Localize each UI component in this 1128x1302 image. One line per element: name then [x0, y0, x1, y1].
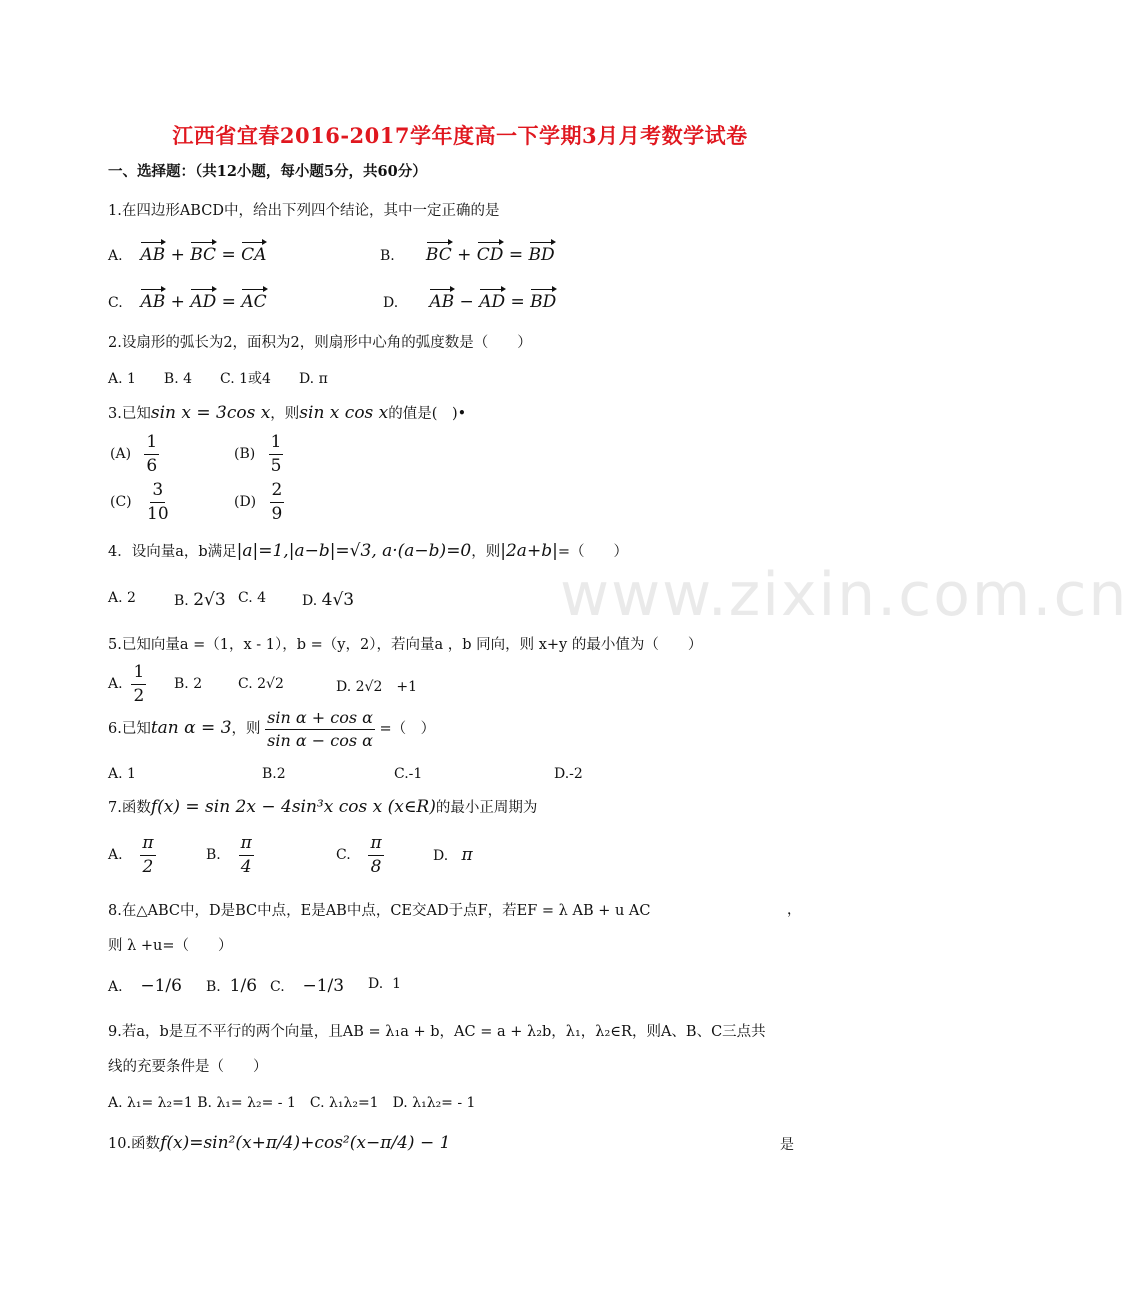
- q3-option-b: (B) $\frac{1}{5}$: [234, 432, 282, 476]
- q7-option-c: C. $\frac{\pi}{8}$: [336, 833, 382, 877]
- q7-option-a: A. $\frac{\pi}{2}$: [108, 833, 154, 877]
- section-heading: 一、选择题：（共12小题，每小题5分，共60分）: [108, 163, 427, 180]
- question-10-stem: 10.函数f(x)=sin²(x+π/4)+cos²(x−π/4) − 1: [108, 1133, 451, 1153]
- q3-option-d: (D) $\frac{2}{9}$: [234, 480, 283, 524]
- q3-option-a: (A) $\frac{1}{6}$: [110, 432, 158, 476]
- watermark: www.zixin.com.cn: [560, 560, 1128, 630]
- q1-option-c: C. AB + AD = AC: [108, 287, 267, 312]
- question-4-stem: 4．设向量a，b满足|a|=1,|a−b|=√3, a·(a−b)=0，则|2a+b|=（ ）: [108, 541, 628, 561]
- q4-option-b: B. 2√3: [174, 590, 226, 610]
- q9-options: A. λ₁= λ₂=1 B. λ₁= λ₂= - 1 C. λ₁λ₂=1 D. λ₁λ₂= - 1: [108, 1095, 476, 1111]
- q8-option-b: B. 1/6: [206, 976, 258, 996]
- q8-option-d: D. 1: [368, 976, 402, 992]
- q6-option-a: A. 1: [108, 766, 136, 782]
- q6-option-c: C.-1: [394, 766, 423, 782]
- q4-option-a: A. 2: [108, 590, 136, 606]
- q5-option-d: D. 2√2 +1: [336, 679, 417, 695]
- question-8-stem: 8.在△ABC中，D是BC中点，E是AB中点，CE交AD于点F，若EF = λ AB + u AC: [108, 903, 651, 919]
- q5-option-c: C. 2√2: [238, 676, 284, 692]
- q5-option-b: B. 2: [174, 676, 203, 692]
- q2-options: A. 1 B. 4 C. 1或4 D. π: [108, 371, 328, 387]
- question-8-line2: 则 λ +u=（ ）: [108, 938, 233, 954]
- q7-option-b: B. $\frac{\pi}{4}$: [206, 833, 252, 877]
- question-7-stem: 7.函数f(x) = sin 2x − 4sin³x cos x (x∈R)的最小正周期为: [108, 797, 538, 817]
- q3-option-c: (C) $\frac{3}{10}$: [110, 480, 169, 524]
- q6-option-d: D.-2: [554, 766, 583, 782]
- page-title: 江西省宜春2016-2017学年度高一下学期3月月考数学试卷: [172, 123, 748, 148]
- q4-option-c: C. 4: [238, 590, 267, 606]
- q1-option-a: A. AB + BC = CA: [108, 240, 266, 265]
- q5-option-a: A. $\frac{1}{2}$: [108, 662, 145, 706]
- question-1-stem: 1.在四边形ABCD中，给出下列四个结论，其中一定正确的是: [108, 203, 500, 219]
- q6-option-b: B.2: [262, 766, 286, 782]
- q1-option-d: D. AB − AD = BD: [383, 287, 556, 312]
- question-3-stem: 3.已知sin x = 3cos x，则sin x cos x的值是( )•: [108, 403, 467, 423]
- question-2-stem: 2.设扇形的弧长为2，面积为2，则扇形中心角的弧度数是（ ）: [108, 335, 532, 351]
- q10-tail: 是: [780, 1137, 794, 1153]
- question-9-line2: 线的充要条件是（ ）: [108, 1059, 268, 1075]
- q8-option-c: C. −1/3: [270, 976, 345, 996]
- q4-option-d: D. 4√3: [302, 590, 355, 610]
- question-6-stem: 6.已知tan α = 3，则 $\frac{\text{sin α + cos α}}{\text{sin α − cos α}}$ =（ ）: [108, 708, 436, 750]
- question-5-stem: 5.已知向量a =（1，x - 1），b =（y，2），若向量a ，b 同向，则 x+y 的最小值为（ ）: [108, 637, 703, 653]
- question-9-line1: 9.若a，b是互不平行的两个向量，且AB = λ₁a + b，AC = a + λ₂b，λ₁，λ₂∈R，则A、B、C三点共: [108, 1024, 766, 1040]
- q1-option-b: B. BC + CD = BD: [380, 240, 555, 265]
- q8-option-a: A. −1/6: [108, 976, 182, 996]
- q8-comma: ，: [787, 902, 801, 918]
- q7-option-d: D. π: [433, 845, 473, 865]
